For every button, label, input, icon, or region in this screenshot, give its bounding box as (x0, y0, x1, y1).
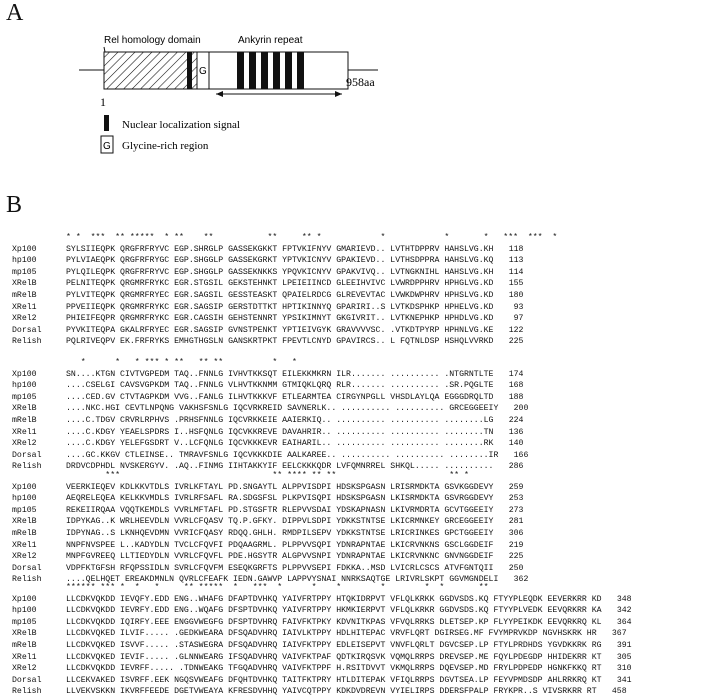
ankyrin-repeat-1 (237, 52, 244, 89)
legend-nls-swatch (104, 115, 109, 131)
legend-glycine-label: Glycine-rich region (122, 140, 209, 152)
residue-count: 286 (508, 462, 524, 472)
rel-homology-label: Rel homology domain (104, 35, 201, 46)
species-name: XRelB (12, 404, 37, 414)
residue-count: 250 (508, 563, 524, 573)
alignment-row (12, 392, 528, 404)
sequence-text: VDPFKTGFSH RFQPSSIDLN SVRLCFQVFM ESEQKGRFTS PLPPVVSEPI FDKKA..MSD LVICRLCSCS ATVFGNTQII (66, 563, 494, 573)
alignment-row (12, 369, 528, 381)
sequence-text: SN....KTGN CIVTVGPEDM TAQ..FNNLG IVHVTKKSQT EILEKKMKRN ILR....... .......... .NTGRNTLTE (66, 369, 494, 379)
sequence-text: ....CSELGI CAVSVGPKDM TAQ..FNNLG VLHVTKKNMM GTMIQKLQRQ RLR....... .......... .SR.PQGLTE (66, 381, 494, 391)
species-name: mRelB (12, 640, 37, 650)
residue-count: 168 (508, 381, 524, 391)
ankyrin-repeat-6 (297, 52, 304, 89)
g-box-label: G (199, 66, 207, 77)
residue-count: 310 (616, 664, 632, 674)
sequence-text: LLCDKVQKED ILVIF..... .GEDKWEARA DFSQADVHRQ IAIVLKTPPY HDLHITEPAC VRVFLQRT DGIRSEG.MF FVYMPRVKDP NGVHSKRK HR (66, 629, 597, 639)
species-name: Xp100 (12, 594, 37, 604)
alignment-row (12, 663, 632, 675)
ankyrin-repeat-label: Ankyrin repeat (238, 35, 303, 46)
sequence-text: PELNITEQPK QRGMRFRYKC EGR.STGSIL GEKSTEHNKT LPEIEIINCD GLEEIHVIVC LVWRDPPHRV HPHGLVG.KD (66, 279, 494, 289)
species-name: mRelB (12, 528, 37, 538)
sequence-text: LLCDKVQKDD IEVQFY.EDD ENG..WHAFG DFAPTDVHKQ YAIVFRTPPY HTQKIDRPVT VFLQLKRKK GGDVSDS.KQ FTYYPLEQDK EEVERKRR KD (66, 594, 602, 604)
residue-count: 219 (508, 540, 524, 550)
sequence-text: VEERKIEQEV KDLKKVTDLS IVRLKFTAYL PD.SNGAYTL ALPPVISDPI HDSKSPGASN LRISRMDKTA GSVKGGDEVY (66, 482, 494, 492)
species-name: Xp100 (12, 244, 37, 254)
sequence-text: PHIEIFEQPR QRGMRFRYKC EGR.CAGSIH GEHSTENNRT YPSIKIMNYT GKGIVRIT.. LVTKNEPHKP HPHDLVG.KD (66, 314, 494, 324)
residue-count: 140 (508, 439, 524, 449)
species-name: Relish (12, 462, 42, 472)
sequence-text: LLVEKVSKKN IKVRFFEEDE DGETVWEAYA KFRESDVHHQ YAIVCQTPPY KDKDVDREVN VYIELIRPS DDERSFPALP FRYKPR..S VIVSRKRR RT (66, 687, 597, 697)
ankyrin-repeat-2 (249, 52, 256, 89)
end-residue: 958aa (346, 75, 375, 89)
residue-count: 200 (513, 404, 529, 414)
sequence-text: SYLSIIEQPK QRGFRFRYVC EGP.SHRGLP GASSEKGKKT FPTVKIFNYV GMARIEVD.. LVTHTDPPRV HAHSLVG.KH (66, 244, 494, 254)
sequence-text: ....QELHQET EREAKDMNLN QVRLCFEAFK IEDN.GAWVP LAPPVYSNAI NNRKSAQTGE LRIVRLSKPT GGVMGNDELI (66, 575, 499, 585)
residue-count: 225 (508, 552, 524, 562)
alignment-row (12, 628, 632, 640)
sequence-text: DRDVCDPHDL NVSKERGYV. .AQ..FINMG IIHTAKKYIF EELCKKKQDR LVFQMNRREL SHKQL..... .......... (66, 462, 494, 472)
residue-count: 391 (616, 640, 632, 650)
conservation-stars (12, 470, 528, 482)
alignment-block (12, 582, 632, 698)
stars-text: ****** *** * * * ** ***** * *** * * * * * * ** (66, 583, 489, 592)
residue-count: 341 (616, 675, 632, 685)
alignment-row (12, 403, 528, 415)
residue-count: 259 (508, 482, 524, 492)
sequence-text: AEQRELEQEA KELKKVMDLS IVRLRFSAFL RA.SDGSFSL PLKPVISQPI HDSKSPGASN LKISRMDKTA GSVRGGDEVY (66, 494, 494, 504)
sequence-text: IDPYNAG..S LKNHQEVDMN VVRICFQASY RDQQ.GHLH. RMDPILSEPV YDKKSTNTSE LRICRINKES GPCTGGEEIY (66, 528, 494, 538)
sequence-text: PYLVITEQPK QRGMRFRYEC EGR.SAGSIL GESSTEASKT QPAIELRDCG GLREVEVTAC LVWKDWPHRV HPHSLVG.KD (66, 290, 494, 300)
alignment-row (12, 652, 632, 664)
species-name: XRel1 (12, 302, 37, 312)
residue-count: 225 (508, 337, 524, 347)
alignment-row (12, 516, 528, 528)
alignment-row (12, 313, 557, 325)
species-name: Relish (12, 687, 42, 697)
species-name: Relish (12, 337, 42, 347)
sequence-text: ....CED.GV CTVTAGPKDM VVG..FANLG ILHVTKKKVF ETLEARMTEA CIRGYNPGLL VHSDLAYLQA EGGGDRQLTD (66, 392, 494, 402)
species-name: mp105 (12, 267, 37, 277)
residue-count: 166 (513, 450, 529, 460)
species-name: Dorsal (12, 563, 42, 573)
stars-text: * * * *** * ** ** ** * * (66, 358, 297, 367)
residue-count: 122 (508, 325, 524, 335)
residue-count: 364 (616, 617, 632, 627)
alignment-row (12, 278, 557, 290)
residue-count: 97 (513, 314, 524, 324)
alignment-row (12, 505, 528, 517)
alignment-row (12, 427, 528, 439)
conservation-stars (12, 582, 632, 594)
sequence-text: NNPFNVSPEE L..KADYDLN TVCLCFQVFI PDQAAGRML. PLPPVVSQPI YDNRAPNTAE LKICRVNKNS GSCLGGDEIF (66, 540, 494, 550)
sequence-text: ....C.KDGY YEAELSPDRS I..HSFQNLG IQCVKKREVE DAVAHRIR.. .......... .......... ........TN (66, 427, 494, 437)
species-name: Dorsal (12, 675, 42, 685)
conservation-stars (12, 232, 557, 244)
residue-count: 114 (508, 267, 524, 277)
ankyrin-repeat-4 (273, 52, 280, 89)
species-name: Dorsal (12, 450, 42, 460)
alignment-row (12, 594, 632, 606)
sequence-text: LLCDKVQKDD IQIRFY.EEE ENGGVWEGFG DFSPTDVHRQ FAIVFKTPKY KDVNITKPAS VFVQLRRKS DLETSEP.KP FLYYPEIKDK EEVQRKRQ KL (66, 617, 602, 627)
sequence-text: LLCDKVQKDD IEVRFF..... .TDNWEAKG TFGQADVHRQ VAIVFKTPPF H.RSITDVVT VKMQLRRPS DQEVSEP.MD FRYLPDPEDP HGNKFKKQ RT (66, 664, 602, 674)
alignment-block (12, 232, 557, 348)
sequence-text: ....NKC.HGI CEVTLNPQNG VAKHSFSNLG IQCVRKREID SAVNERLK.. .......... .......... GRCEGGEEIY (66, 404, 499, 414)
residue-count: 93 (513, 302, 524, 312)
sequence-text: PYVKITEQPA GKALRFRYEC EGR.SAGSIP GVNSTPENKT YPTIEIVGYK GRAVVVVSC. .VTKDTPYRP HPHNLVG.KE (66, 325, 494, 335)
species-name: mRelB (12, 290, 37, 300)
start-residue: 1 (100, 95, 106, 109)
species-name: XRel2 (12, 439, 37, 449)
sequence-text: REKEIIRQAA VQQTKEMDLS VVRLMFTAFL PD.STGSFTR RLEPVVSDAI YDSKAPNASN LKIVRMDRTA GCVTGGEEIY (66, 505, 494, 515)
species-name: Relish (12, 575, 42, 585)
residue-count: 180 (508, 290, 524, 300)
nls-bar (187, 52, 192, 89)
species-name: Dorsal (12, 325, 42, 335)
panel-label-b: B (6, 192, 23, 218)
sequence-text: PQLRIVEQPV EK.FRFRYKS EMHGTHGSLN GANSKRTPKT FPEVTLCNYD GPAVIRCS.. L FQTNLDSP HSHQLVVRKD (66, 337, 494, 347)
residue-count: 306 (508, 528, 524, 538)
residue-count: 224 (508, 415, 524, 425)
species-name: XRel2 (12, 664, 37, 674)
residue-count: 305 (616, 652, 632, 662)
alignment-row (12, 528, 528, 540)
alignment-row (12, 267, 557, 279)
panel-label-a: A (6, 0, 24, 26)
species-name: mp105 (12, 505, 37, 515)
sequence-text: LLCDKVQKED ISVVF..... .STASWEGRA DFSQADVHRQ IAIVFKTPPY EDLEISEPVT VNVFLQRLT DGVCSEP.LP FTYLPRDHDS YGVDKKRK RG (66, 640, 602, 650)
alignment-row (12, 686, 632, 698)
residue-count: 458 (611, 687, 627, 697)
alignment-row (12, 551, 528, 563)
species-name: XRelB (12, 279, 37, 289)
sequence-text: PPVEIIEQPK QRGMRFRYKC EGR.SAGSIP GERSTDTTKT HPTIKINNYQ GPARIRI..S LVTKDSPHKP HPHELVG.KD (66, 302, 494, 312)
residue-count: 136 (508, 427, 524, 437)
species-name: hp100 (12, 606, 37, 616)
alignment-row (12, 493, 528, 505)
alignment-block (12, 470, 528, 586)
sequence-text: LLCDKVQKED IEVIF..... .GLNNWEARG IFSQADVHRQ VAIVFKTPAF QDTKIRQSVK VQMQLRRPS DREVSEP.ME FQYLPDEGDP HHIDEKRR KT (66, 652, 602, 662)
alignment-row (12, 255, 557, 267)
sequence-text: LLCDKVQKDD IEVRFY.EDD ENG..WQAFG DFSPTDVHKQ YAIVFRTPPY HKMKIERPVT VFLQLKRKR GGDVSDS.KQ FTYYPLVEDK EEVQRKRR KA (66, 606, 602, 616)
sequence-text: ....C.KDGY YELEFGSDRT V..LCFQNLG IQCVKKKEVR EAIHARIL.. .......... .......... ........RK (66, 439, 494, 449)
residue-count: 113 (508, 256, 524, 266)
residue-count: 188 (508, 392, 524, 402)
residue-count: 281 (508, 517, 524, 527)
species-name: Xp100 (12, 369, 37, 379)
species-name: mp105 (12, 617, 37, 627)
residue-count: 118 (508, 244, 524, 254)
alignment-row (12, 438, 528, 450)
conservation-stars (12, 357, 528, 369)
sequence-text: MNPFGVREEQ LLTIEDYDLN VVRLCFQVFL PDE.HGSYTR ALGPVVSNPI YDNRAPNTAE LKICRVNKNC GNVNGGDEIF (66, 552, 494, 562)
residue-count: 273 (508, 505, 524, 515)
alignment-row (12, 617, 632, 629)
sequence-text: PYLQILEQPK QRGFRFRYVC EGP.SHGGLP GASSEKNKKS YPQVKICNYV GPAKVIVQ.. LVTNGKNIHL HAHSLVG.KH (66, 267, 494, 277)
alignment-row (12, 640, 632, 652)
alignment-row (12, 450, 528, 462)
species-name: Xp100 (12, 482, 37, 492)
stars-text: *** ** **** ** ** ** * (66, 471, 469, 480)
residue-count: 174 (508, 369, 524, 379)
species-name: mRelB (12, 415, 37, 425)
alignment-row (12, 290, 557, 302)
alignment-row (12, 540, 528, 552)
sequence-text: IDPYKAG..K WRLHEEVDLN VVRLCFQASV TQ.P.GFKY. DIPPVLSDPI YDKKSTNTSE LKICRMNKEY GRCEGGEEIY (66, 517, 494, 527)
species-name: hp100 (12, 256, 37, 266)
sequence-text: LLCEKVAKED ISVRFF.EEK NGQSVWEAFG DFQHTDVHKQ TAITFKTPRY HTLDITEPAK VFIQLRRPS DGVTSEA.LP FEYVPMDSDP AHLRRKRQ KT (66, 675, 602, 685)
alignment-row (12, 244, 557, 256)
alignment-row (12, 563, 528, 575)
alignment-row (12, 415, 528, 427)
alignment-row (12, 325, 557, 337)
stars-text: * * *** ** ***** * ** ** ** ** * * * * *** *** * (66, 233, 558, 242)
species-name: XRel1 (12, 540, 37, 550)
species-name: hp100 (12, 494, 37, 504)
legend-g-letter: G (103, 141, 111, 152)
alignment-row (12, 675, 632, 687)
species-name: hp100 (12, 381, 37, 391)
residue-count: 253 (508, 494, 524, 504)
sequence-text: PYLVIAEQPK QRGFRFRYGC EGP.SHGGLP GASSEKGRKT YPTVKICNYV GPAKIEVD.. LVTHSDPPRA HAHSLVG.KQ (66, 256, 494, 266)
alignment-row (12, 482, 528, 494)
sequence-text: ....C.TDGV CRVRLRPHVS .PRHSFNNLG IQCVRKKEIE AAIERKIQ.. .......... .......... ........LG (66, 415, 494, 425)
species-name: XRelB (12, 629, 37, 639)
alignment-row (12, 380, 528, 392)
domain-diagram (0, 0, 710, 200)
alignment-block (12, 357, 528, 473)
species-name: XRel2 (12, 314, 37, 324)
alignment-row (12, 605, 632, 617)
alignment-row (12, 302, 557, 314)
legend-nls-label: Nuclear localization signal (122, 119, 240, 131)
residue-count: 155 (508, 279, 524, 289)
species-name: XRel1 (12, 652, 37, 662)
sequence-text: ....GC.KKGV CTLEINSE.. TMRAVFSNLG IQCVKKKDIE AALKAREE.. .......... .......... ........IR (66, 450, 499, 460)
ankyrin-repeat-3 (261, 52, 268, 89)
species-name: mp105 (12, 392, 37, 402)
residue-count: 348 (616, 594, 632, 604)
residue-count: 367 (611, 629, 627, 639)
residue-count: 362 (513, 575, 529, 585)
species-name: XRel2 (12, 552, 37, 562)
species-name: XRel1 (12, 427, 37, 437)
ankyrin-repeat-5 (285, 52, 292, 89)
alignment-row (12, 336, 557, 348)
rel-homology-domain (104, 52, 197, 89)
species-name: XRelB (12, 517, 37, 527)
residue-count: 342 (616, 606, 632, 616)
